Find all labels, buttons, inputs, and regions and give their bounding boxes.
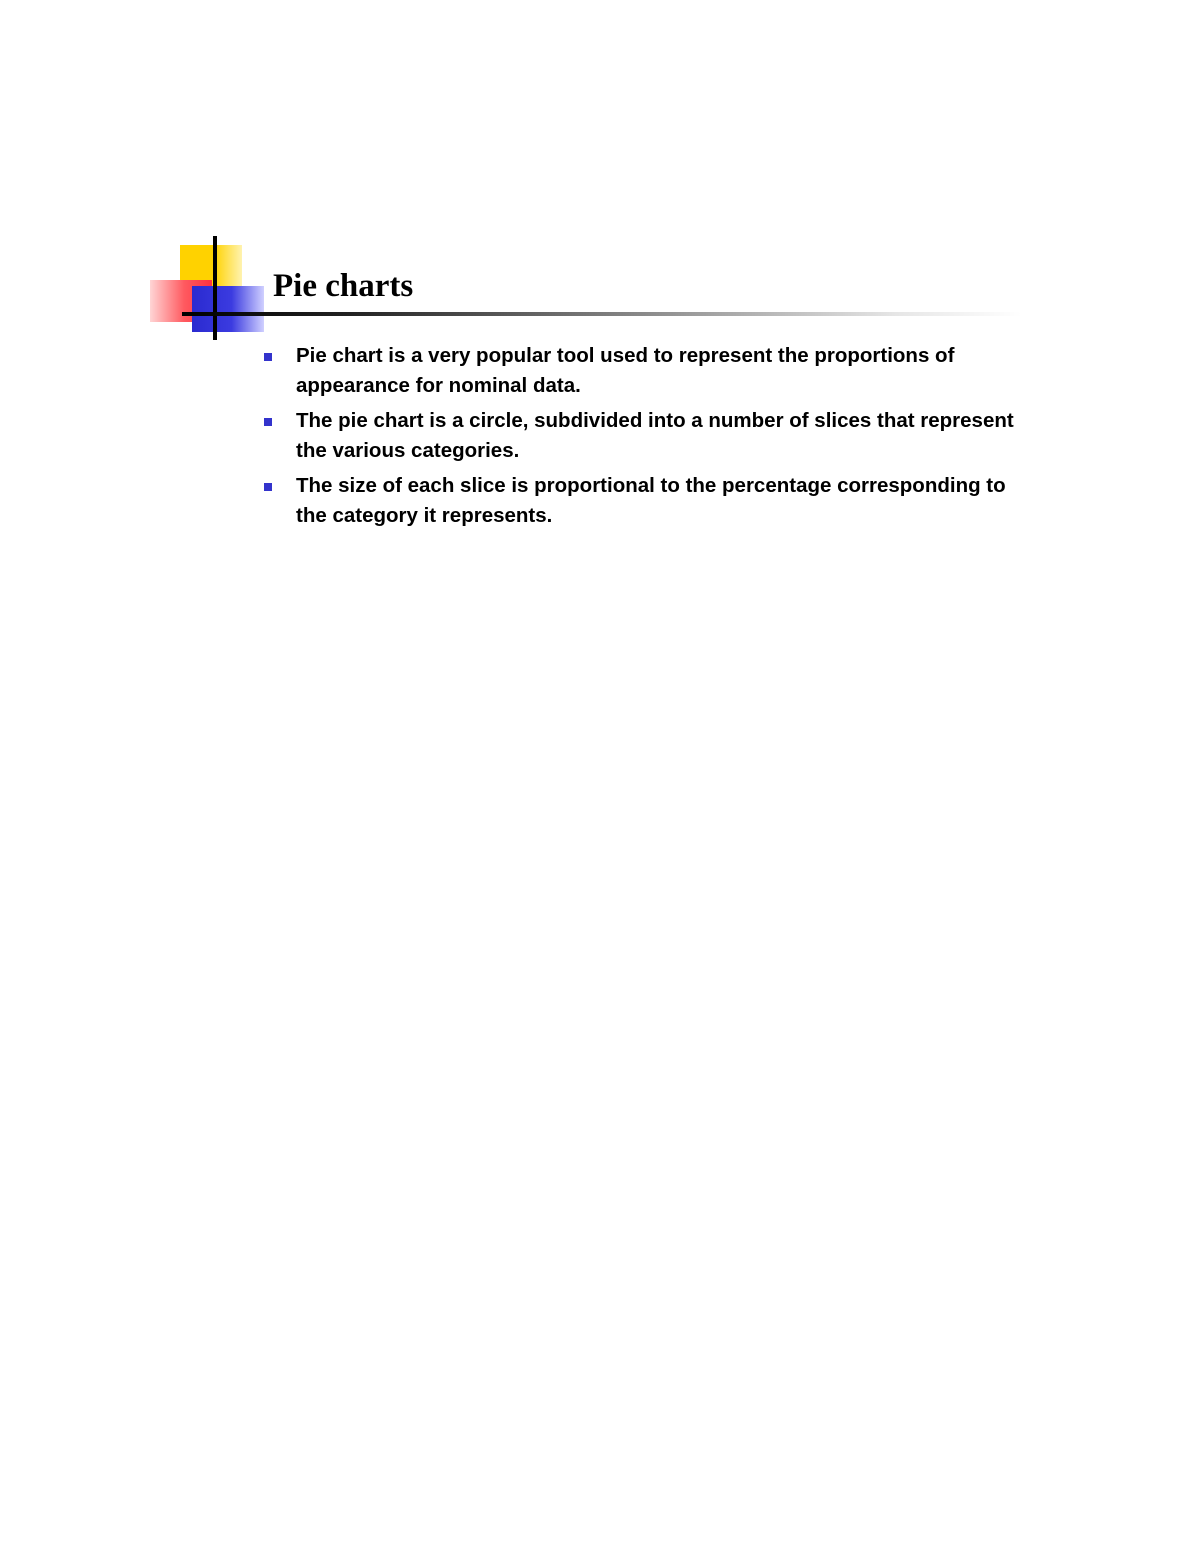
blue-square-decoration (192, 286, 264, 332)
bullet-text: The pie chart is a circle, subdivided into a number of slices that represent the various categories. (296, 409, 1014, 462)
slide-title: Pie charts (273, 268, 414, 304)
bullet-text: Pie chart is a very popular tool used to represent the proportions of appearance for nominal data. (296, 344, 955, 397)
bullet-item (258, 341, 1018, 401)
square-bullet-icon (264, 353, 272, 361)
bullet-text: The size of each slice is proportional to the percentage corresponding to the category it represents. (296, 474, 1006, 527)
square-bullet-icon (264, 418, 272, 426)
bullet-item (258, 406, 1018, 466)
vertical-rule (213, 236, 217, 340)
title-decoration (145, 232, 275, 342)
square-bullet-icon (264, 483, 272, 491)
title-underline-rule (182, 312, 1022, 316)
slide (0, 0, 1200, 600)
bullet-list (258, 341, 1018, 536)
bullet-item (258, 471, 1018, 531)
